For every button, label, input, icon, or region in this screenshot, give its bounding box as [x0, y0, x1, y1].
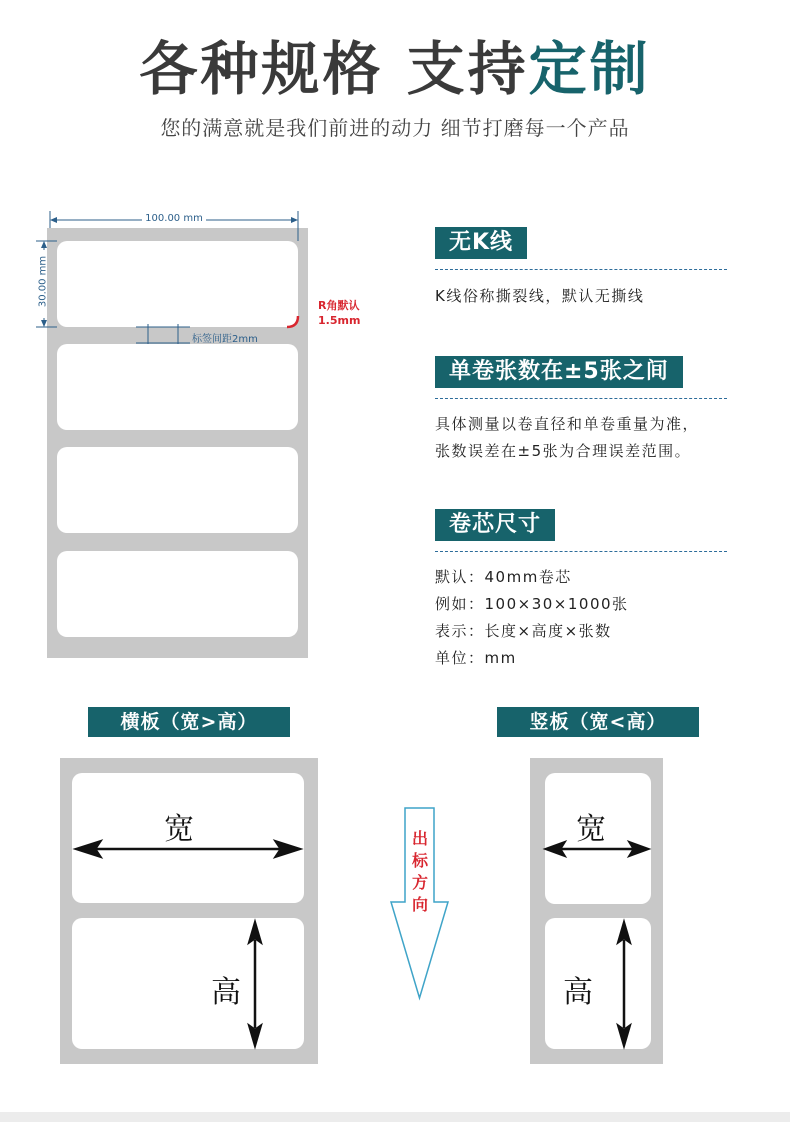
vertical-height-label: 高: [563, 975, 593, 1010]
horizontal-board-badge: 横板（宽>高）: [88, 707, 290, 737]
feature-badge-core-size: 卷芯尺寸: [435, 509, 555, 541]
feature-divider-2: [435, 398, 727, 399]
feature-text-core-size: 默认：40mm卷芯 例如：100×30×1000张 表示：长度×高度×张数 单位：mm: [435, 568, 629, 667]
feature-badge-no-k-line: 无K线: [435, 227, 527, 259]
label-sheet-4: [57, 551, 298, 637]
corner-radius-label: [318, 298, 360, 328]
vertical-width-label: 宽: [576, 812, 606, 847]
width-dimension-label: 100.00 mm: [145, 213, 203, 224]
direction-text: 出 标 方 向: [411, 829, 428, 914]
height-dimension-label: 30.00 mm: [37, 255, 49, 308]
dimension-lines: [0, 0, 340, 360]
feature-divider-3: [435, 551, 727, 552]
feature-text-sheet-count: 具体测量以卷直径和单卷重量为准， 张数误差在±5张为合理误差范围。: [435, 415, 700, 460]
corner-radius-line1: R角默认: [318, 299, 360, 312]
corner-radius-line2: 1.5mm: [318, 314, 361, 327]
vertical-board-badge: 竖板（宽<高）: [497, 707, 699, 737]
footer-bar: [0, 1112, 790, 1122]
title-accent: 定制: [528, 35, 651, 103]
title-main: 各种规格 支持: [139, 35, 529, 103]
feature-badge-sheet-count: 单卷张数在±5张之间: [435, 356, 683, 388]
gap-dimension-label: 标签间距2mm: [192, 334, 258, 345]
horizontal-width-label: 宽: [164, 812, 194, 847]
feature-divider-1: [435, 269, 727, 270]
feature-text-no-k-line: K线俗称撕裂线，默认无撕线: [435, 287, 645, 305]
horizontal-height-label: 高: [211, 975, 241, 1010]
label-sheet-3: [57, 447, 298, 533]
page-subtitle: 您的满意就是我们前进的动力 细节打磨每一个产品: [160, 116, 630, 140]
